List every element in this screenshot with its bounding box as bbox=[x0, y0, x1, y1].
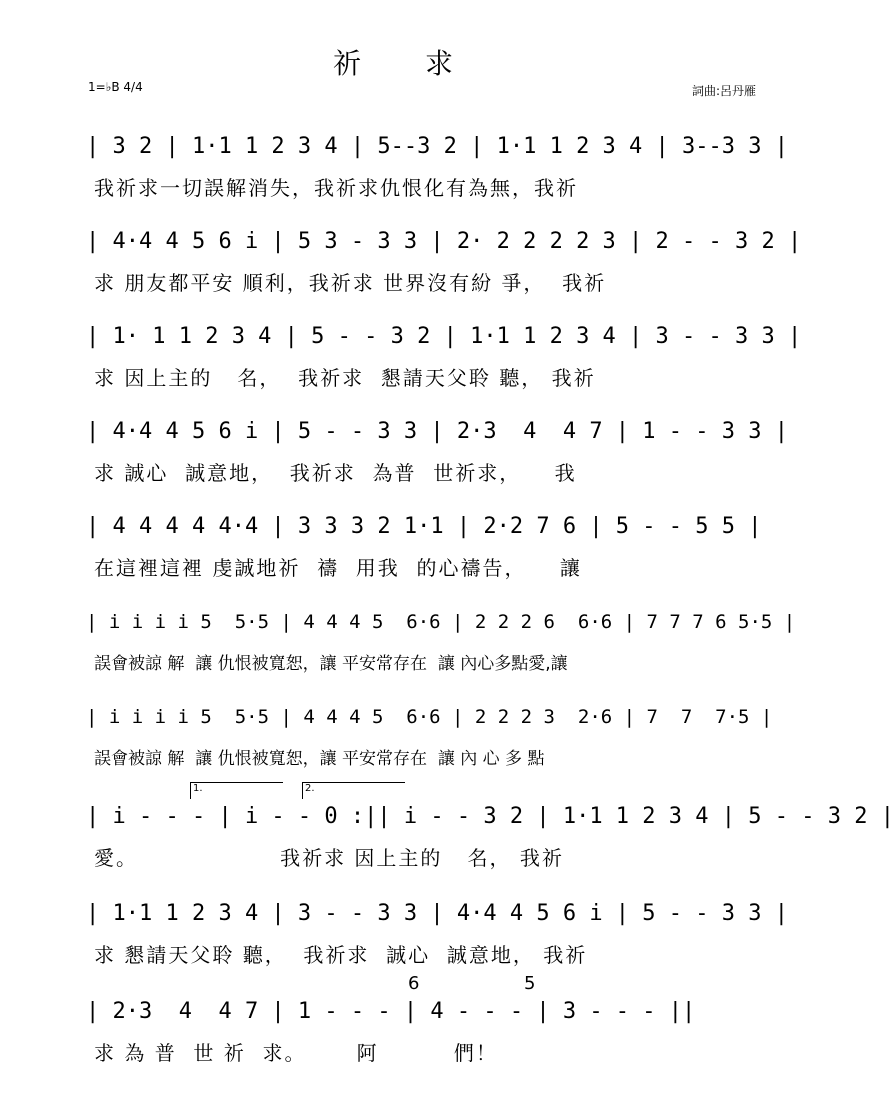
credit-text: 詞曲:呂丹雁 bbox=[691, 84, 756, 98]
lyric-line: 求 為 普 世 祈 求。 阿 們！ bbox=[94, 1041, 498, 1065]
lyric-line: 我祈求一切誤解消失，我祈求仇恨化有為無，我祈 bbox=[94, 176, 578, 200]
notation-line: | i i i i 5 5·5 | 4 4 4 5 6·6 | 2 2 2 3 2·6 | 7 7 7·5 | bbox=[86, 706, 773, 728]
key-signature: 1=♭B 4/4 bbox=[88, 80, 143, 94]
notation-line: | 2·3 4 4 7 | 1 - - - | 4 - - - | 3 - - - || bbox=[86, 999, 696, 1024]
lyric-line: 愛。 我祈求 因上主的 名， 我祈 bbox=[94, 846, 564, 870]
volta-2-bracket: 2. bbox=[302, 782, 405, 799]
chord-upper-note: 6 bbox=[408, 973, 420, 994]
notation-line: | 1·1 1 2 3 4 | 3 - - 3 3 | 4·4 4 5 6 i | 5 - - 3 3 | bbox=[86, 901, 788, 926]
lyric-line: 求 因上主的 名， 我祈求 懇請天父聆 聽， 我祈 bbox=[94, 366, 596, 390]
lyric-line: 誤會被諒 解 讓 仇恨被寬恕，讓 平安常存在 讓 內心多點愛,讓 bbox=[94, 654, 568, 674]
notation-line: | i i i i 5 5·5 | 4 4 4 5 6·6 | 2 2 2 6 6·6 | 7 7 7 6 5·5 | bbox=[86, 611, 796, 633]
lyric-line: 求 懇請天父聆 聽， 我祈求 誠心 誠意地， 我祈 bbox=[94, 943, 588, 967]
song-title bbox=[0, 42, 790, 82]
volta-1-bracket: 1. bbox=[190, 782, 283, 799]
lyric-line: 誤會被諒 解 讓 仇恨被寬恕，讓 平安常存在 讓 內 心 多 點 bbox=[94, 749, 545, 769]
chord-upper-note: 5 bbox=[524, 973, 536, 994]
notation-line: | 1· 1 1 2 3 4 | 5 - - 3 2 | 1·1 1 2 3 4 | 3 - - 3 3 | bbox=[86, 324, 802, 349]
title-char-2: 求 bbox=[425, 47, 458, 80]
lyric-line: 求 朋友都平安 順利，我祈求 世界沒有紛 爭， 我祈 bbox=[94, 271, 607, 295]
notation-line: | 4·4 4 5 6 i | 5 3 - 3 3 | 2· 2 2 2 2 3 | 2 - - 3 2 | bbox=[86, 229, 802, 254]
title-char-1: 祈 bbox=[332, 47, 365, 80]
lyric-line: 求 誠心 誠意地， 我祈求 為普 世祈求， 我 bbox=[94, 461, 577, 485]
notation-line: | 4·4 4 5 6 i | 5 - - 3 3 | 2·3 4 4 7 | 1 - - 3 3 | bbox=[86, 419, 788, 444]
notation-line: | 4 4 4 4 4·4 | 3 3 3 2 1·1 | 2·2 7 6 | 5 - - 5 5 | bbox=[86, 514, 762, 539]
notation-line: | i - - - | i - - 0 :|| i - - 3 2 | 1·1 1 2 3 4 | 5 - - 3 2 | bbox=[86, 804, 894, 829]
lyric-line: 在這裡這裡 虔誠地祈 禱 用我 的心禱告， 讓 bbox=[94, 556, 582, 580]
notation-line: | 3 2 | 1·1 1 2 3 4 | 5--3 2 | 1·1 1 2 3 4 | 3--3 3 | bbox=[86, 134, 788, 159]
